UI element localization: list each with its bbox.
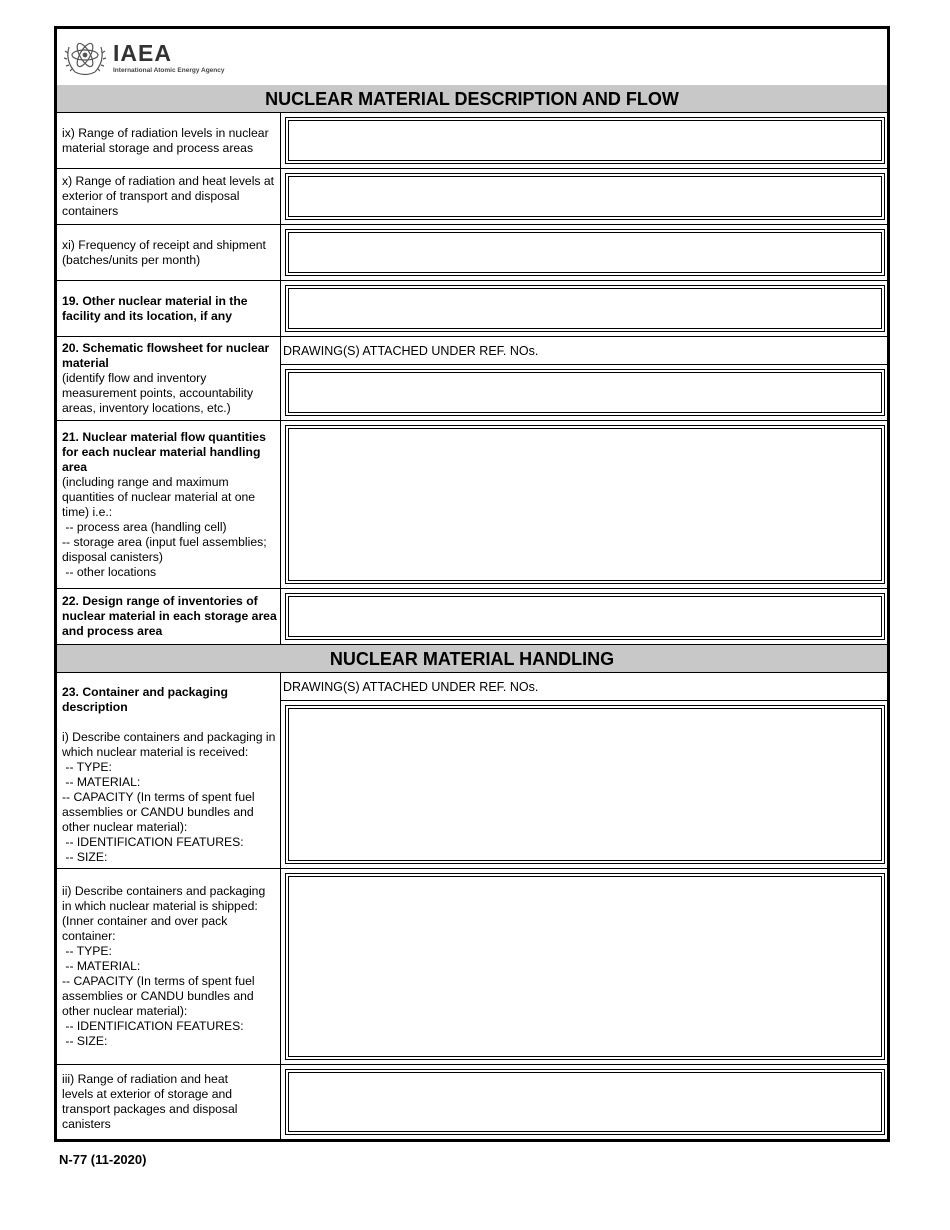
q19-input-field[interactable] bbox=[285, 285, 885, 332]
q21-line: -- other locations bbox=[62, 565, 157, 579]
ix-input-field[interactable] bbox=[285, 117, 885, 164]
row-label bbox=[57, 421, 281, 588]
logo-text: IAEA bbox=[113, 40, 172, 66]
q21-line: -- storage area (input fuel assemblies; disposal canisters) bbox=[62, 535, 267, 564]
row-label bbox=[57, 869, 281, 1064]
q23-ii-line: -- MATERIAL: bbox=[62, 959, 141, 973]
iaea-atom-laurel-icon bbox=[63, 35, 107, 79]
form-code: N-77 (11-2020) bbox=[59, 1152, 147, 1167]
q23-ii-line: -- SIZE: bbox=[62, 1034, 108, 1048]
logo-subtitle: International Atomic Energy Agency bbox=[113, 67, 225, 74]
logo-bar bbox=[57, 29, 887, 86]
row-label: 22. Design range of inventories of nuclear material in each storage area and process area bbox=[57, 589, 281, 644]
xi-input-field[interactable] bbox=[285, 229, 885, 276]
row-21 bbox=[57, 421, 887, 589]
q20-drawing-ref: DRAWING(S) ATTACHED UNDER REF. NOs. bbox=[281, 337, 887, 365]
section-title-flow: NUCLEAR MATERIAL DESCRIPTION AND FLOW bbox=[57, 85, 887, 113]
q23-i-line: -- MATERIAL: bbox=[62, 775, 141, 789]
q23-i-line: -- SIZE: bbox=[62, 850, 108, 864]
row-23-i bbox=[57, 673, 887, 869]
q20-title: 20. Schematic flowsheet for nuclear material bbox=[62, 341, 270, 370]
q21-line: (including range and maximum quantities of nuclear material at one time) i.e.: bbox=[62, 475, 256, 519]
row-22 bbox=[57, 589, 887, 645]
q23-i-input-field[interactable] bbox=[285, 705, 885, 864]
q23-ii-line: -- IDENTIFICATION FEATURES: bbox=[62, 1019, 244, 1033]
row-label: 19. Other nuclear material in the facility and its location, if any bbox=[57, 281, 281, 336]
q23-ii-line: -- CAPACITY (In terms of spent fuel assemblies or CANDU bundles and other nuclear material): bbox=[62, 974, 255, 1018]
q21-title: 21. Nuclear material flow quantities for each nuclear material handling area bbox=[62, 430, 266, 474]
row-19 bbox=[57, 281, 887, 337]
q23-ii-line: ii) Describe containers and packaging in which nuclear material is shipped: (Inner container and over pack container: bbox=[62, 884, 266, 943]
q21-input-field[interactable] bbox=[285, 425, 885, 584]
q21-line: -- process area (handling cell) bbox=[62, 520, 227, 534]
row-xi bbox=[57, 225, 887, 281]
q23-ii-input-field[interactable] bbox=[285, 873, 885, 1060]
section-title-handling: NUCLEAR MATERIAL HANDLING bbox=[57, 645, 887, 673]
x-input-field[interactable] bbox=[285, 173, 885, 220]
q23-i-line: -- CAPACITY (In terms of spent fuel assemblies or CANDU bundles and other nuclear material): bbox=[62, 790, 255, 834]
q23-drawing-ref: DRAWING(S) ATTACHED UNDER REF. NOs. bbox=[281, 673, 887, 701]
row-ix bbox=[57, 113, 887, 169]
row-x bbox=[57, 169, 887, 225]
q20-detail: (identify flow and inventory measurement points, accountability areas, inventory locations, etc.) bbox=[62, 371, 254, 415]
row-label bbox=[57, 673, 281, 868]
q23-i-line: -- TYPE: bbox=[62, 760, 112, 774]
q23-ii-line: -- TYPE: bbox=[62, 944, 112, 958]
q23-iii-input-field[interactable] bbox=[285, 1069, 885, 1135]
row-label bbox=[57, 337, 281, 420]
form-frame bbox=[54, 26, 890, 1142]
q23-i-line: -- IDENTIFICATION FEATURES: bbox=[62, 835, 244, 849]
q23-title: 23. Container and packaging description bbox=[62, 685, 228, 714]
q22-input-field[interactable] bbox=[285, 593, 885, 640]
row-label: ix) Range of radiation levels in nuclear material storage and process areas bbox=[57, 113, 281, 168]
q23-i-line: i) Describe containers and packaging in which nuclear material is received: bbox=[62, 730, 276, 759]
row-label: x) Range of radiation and heat levels at exterior of transport and disposal containers bbox=[57, 169, 281, 224]
row-label: iii) Range of radiation and heat levels at exterior of storage and transport packages and disposal canisters bbox=[57, 1065, 281, 1139]
row-23-iii bbox=[57, 1065, 887, 1139]
q20-input-field[interactable] bbox=[285, 369, 885, 416]
row-20 bbox=[57, 337, 887, 421]
row-23-ii bbox=[57, 869, 887, 1065]
row-label: xi) Frequency of receipt and shipment (batches/units per month) bbox=[57, 225, 281, 280]
